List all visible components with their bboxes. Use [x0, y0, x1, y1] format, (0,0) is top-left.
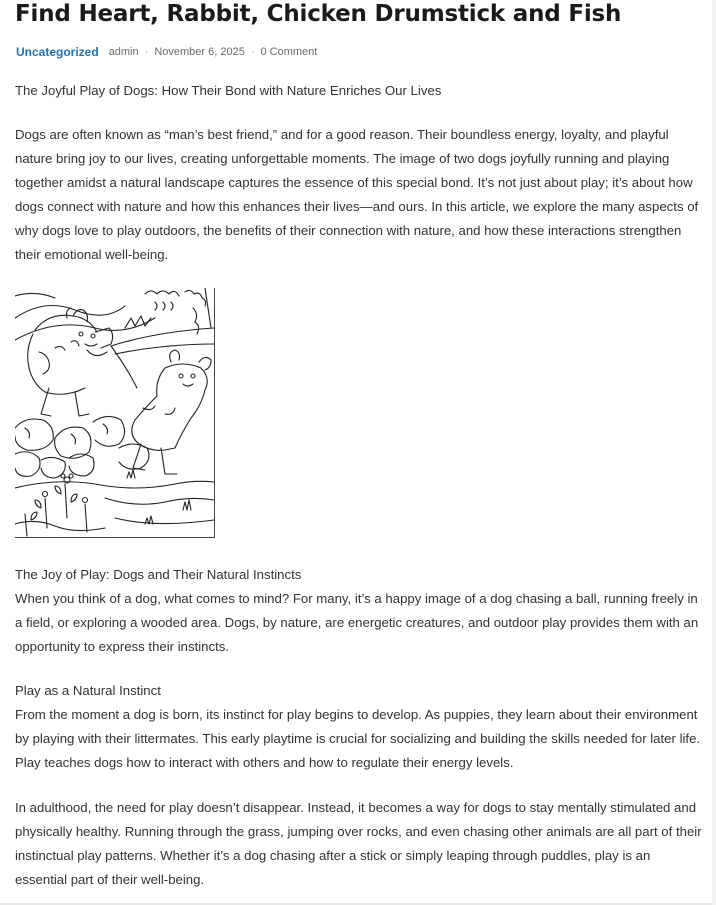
post-title: Find Heart, Rabbit, Chicken Drumstick and Fish: [15, 1, 622, 27]
section-heading-natural-instinct: Play as a Natural Instinct: [15, 683, 161, 698]
meta-separator: ·: [144, 46, 149, 58]
coloring-page-image[interactable]: [15, 288, 215, 538]
dogs-line-art-icon: [15, 288, 214, 537]
intro-line: The Joyful Play of Dogs: How Their Bond with Nature Enriches Our Lives: [15, 83, 442, 98]
scrollbar-track[interactable]: [712, 0, 716, 905]
post-date[interactable]: November 6, 2025: [154, 46, 245, 58]
author-link[interactable]: admin: [108, 46, 139, 58]
meta-separator: ·: [250, 46, 255, 58]
paragraph-adulthood: In adulthood, the need for play doesn’t disappear. Instead, it becomes a way for dogs to stay mentally stimulated and physically healthy. Running through the grass, jumping over rocks, and even chasing other animals are all part of their instinctual play patterns. Whether it’s a dog chasing after a stick or simply leaping through puddles, play is an essential part of their well-being.: [15, 800, 702, 887]
section-heading-joy-of-play: The Joy of Play: Dogs and Their Natural Instincts: [15, 567, 302, 582]
paragraph-natural-instinct: From the moment a dog is born, its instinct for play begins to develop. As puppies, they learn about their environment by playing with their littermates. This early playtime is crucial for socializing and building the skills needed for later life. Play teaches dogs how to interact with others and how to regulate their energy levels.: [15, 707, 701, 770]
comment-count[interactable]: 0 Comment: [260, 46, 318, 58]
post-meta: [16, 44, 317, 60]
paragraph-intro: Dogs are often known as “man’s best friend,” and for a good reason. Their boundless energy, loyalty, and playful nature bring joy to our lives, creating unforgettable moments. The image of two dogs joyfully running and playing together amidst a natural landscape captures the essence of this special bond. It’s not just about play; it’s about how dogs connect with nature and how this enhances their lives—and ours. In this article, we explore the many aspects of why dogs love to play outdoors, the benefits of their connection with nature, and how these interactions strengthen their emotional well-being.: [15, 127, 699, 262]
paragraph-joy-of-play: When you think of a dog, what comes to mind? For many, it’s a happy image of a dog chasing a ball, running freely in a field, or exploring a wooded area. Dogs, by nature, are energetic creatures, and outdoor play provides them with an opportunity to express their instincts.: [15, 591, 699, 654]
category-link[interactable]: Uncategorized: [16, 45, 99, 59]
